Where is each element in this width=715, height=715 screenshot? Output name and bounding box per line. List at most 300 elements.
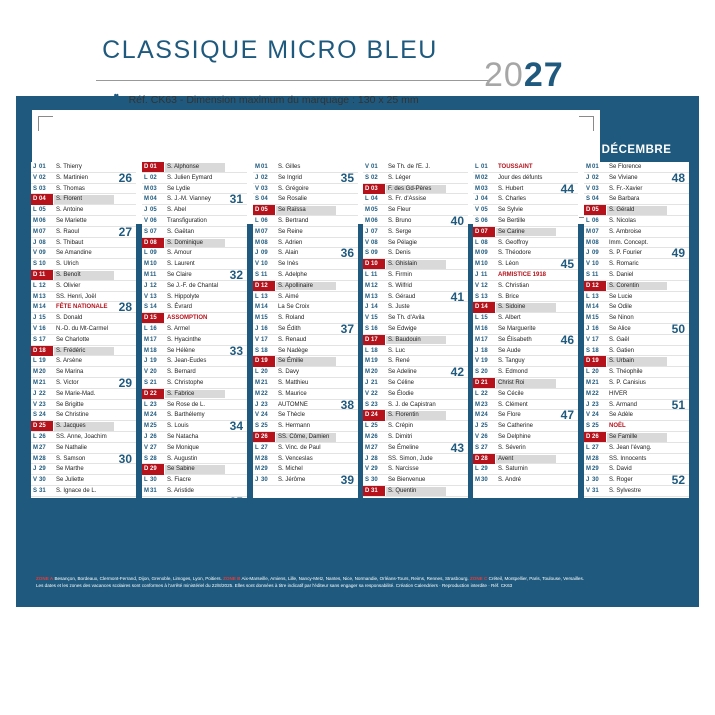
day-number: 18	[261, 347, 268, 354]
weekday-letter: V	[475, 434, 480, 440]
day-row	[584, 281, 689, 292]
month-days	[584, 162, 689, 498]
day-number: 10	[481, 261, 488, 268]
day-number: 30	[261, 477, 268, 484]
weekday-letter: S	[365, 326, 370, 332]
day-number: 10	[371, 261, 378, 268]
week-number: 30	[118, 451, 132, 466]
day-row	[253, 421, 358, 432]
saint-name: Se Marina	[56, 369, 84, 376]
day-row	[31, 335, 136, 346]
day-number: 29	[150, 466, 157, 473]
day-number: 28	[39, 455, 46, 462]
weekday-letter: S	[475, 293, 480, 300]
day-row	[142, 216, 247, 227]
day-number: 21	[371, 380, 378, 386]
corner-bracket	[579, 116, 594, 131]
saint-name: SS. Côme, Damien	[278, 434, 330, 440]
weekday-letter: L	[586, 218, 590, 224]
weekday-letter: M	[586, 455, 591, 462]
subtitle	[110, 91, 419, 108]
month-days	[363, 162, 468, 498]
day-number: 22	[592, 390, 599, 397]
weekday-letter: J	[365, 228, 369, 235]
day-row	[363, 410, 468, 421]
saint-name: ARMISTICE 1918	[498, 272, 547, 278]
zone-c: Créteil, Montpellier, Paris, Toulouse, Versailles.	[488, 576, 585, 581]
day-row	[31, 194, 136, 205]
weekday-letter: D	[365, 336, 370, 343]
day-row	[142, 281, 247, 292]
weekday-letter: S	[33, 412, 38, 419]
day-row	[363, 400, 468, 411]
day-number: 06	[261, 218, 268, 224]
day-number: 07	[150, 228, 157, 235]
weekday-letter: J	[144, 358, 148, 365]
weekday-letter: M	[475, 326, 480, 332]
day-number: 11	[261, 272, 268, 278]
day-number: 16	[39, 326, 46, 332]
saint-name: Imm. Concept.	[609, 239, 649, 246]
saint-name: S. Roland	[278, 315, 305, 322]
day-row	[31, 410, 136, 421]
day-number: 02	[592, 174, 599, 181]
weekday-letter: D	[144, 164, 149, 170]
day-row	[473, 270, 578, 281]
saint-name: S. Adelphe	[278, 272, 308, 278]
day-number: 03	[592, 185, 599, 192]
saint-name: Se Élodie	[388, 390, 414, 397]
weekday-letter: L	[365, 347, 369, 354]
saint-name: S. J.-M. Vianney	[167, 196, 211, 203]
saint-name: S. Donald	[56, 315, 83, 322]
day-row	[584, 335, 689, 346]
day-number: 29	[481, 466, 488, 473]
day-number: 24	[150, 412, 157, 419]
weekday-letter: D	[144, 466, 149, 473]
saint-name: Se Cécile	[498, 390, 524, 397]
day-number: 14	[592, 304, 599, 311]
day-row	[31, 400, 136, 411]
week-number: 47	[560, 408, 574, 423]
saint-name: S. Antoine	[56, 207, 84, 214]
day-row	[473, 378, 578, 389]
weekday-letter: M	[475, 412, 480, 419]
week-number: 51	[671, 397, 685, 412]
weekday-letter: S	[144, 380, 149, 386]
day-number: 01	[150, 164, 157, 170]
weekday-letter: J	[255, 326, 259, 332]
day-number: 18	[39, 347, 46, 354]
day-number: 30	[371, 477, 378, 484]
day-row	[363, 464, 468, 475]
day-number: 29	[592, 466, 599, 473]
weekday-letter: M	[33, 304, 38, 311]
month-name: NOVEMBRE	[490, 144, 561, 156]
day-row	[142, 454, 247, 465]
saint-name: S. Luc	[388, 347, 406, 354]
weekday-letter: V	[144, 218, 149, 224]
weekday-letter: L	[33, 358, 37, 365]
day-number: 23	[39, 401, 46, 408]
saint-name: S. Jean l'évang.	[609, 444, 652, 451]
saint-name: Se Th. d'Avila	[388, 315, 425, 322]
saint-name: S. Serge	[388, 228, 412, 235]
saint-name: Se Ninon	[609, 315, 634, 322]
week-number: 52	[671, 473, 685, 488]
day-number: 10	[150, 261, 157, 268]
day-number: 13	[371, 293, 378, 300]
day-number: 20	[592, 369, 599, 376]
saint-name: S. Christian	[498, 282, 530, 289]
saint-name: S. Fr. d'Assise	[388, 196, 427, 203]
day-number: 11	[592, 272, 599, 278]
day-number: 15	[39, 315, 46, 322]
zone-a: Besançon, Bordeaux, Clermont-Ferrand, Dijon, Grenoble, Limoges, Lyon, Poitiers.	[54, 576, 222, 581]
saint-name: Se Catherine	[498, 423, 534, 430]
weekday-letter: D	[365, 488, 370, 494]
day-row	[142, 389, 247, 400]
day-row	[142, 400, 247, 411]
saint-name: S. Gérald	[609, 207, 635, 214]
weekday-letter: L	[144, 326, 148, 332]
day-number: 22	[39, 390, 46, 397]
weekday-letter: V	[33, 250, 38, 257]
month-column	[253, 141, 358, 498]
saint-name: S. Matthieu	[278, 380, 309, 386]
saint-name: Se Bertille	[498, 218, 526, 224]
weekday-letter: V	[255, 261, 260, 268]
weekday-letter: V	[33, 477, 38, 484]
weekday-letter: D	[475, 304, 480, 311]
weekday-letter: M	[475, 250, 480, 257]
day-row	[584, 443, 689, 454]
month-column	[31, 141, 136, 498]
weekday-letter: D	[255, 282, 260, 289]
weekday-letter: S	[475, 444, 480, 451]
day-number: 13	[261, 293, 268, 300]
weekday-letter: M	[255, 164, 260, 170]
saint-name: Se Viviane	[609, 174, 638, 181]
day-number: 04	[371, 196, 378, 203]
weekday-letter: D	[255, 434, 260, 440]
weekday-letter: V	[33, 174, 38, 181]
saint-name: S. Dimitri	[388, 434, 413, 440]
day-number: 07	[371, 228, 378, 235]
day-number: 19	[592, 358, 599, 365]
weekday-letter: V	[365, 466, 370, 473]
weekday-letter: J	[365, 455, 369, 462]
saint-name: S. Séverin	[498, 444, 526, 451]
saint-name: Se Adeline	[388, 369, 417, 376]
saint-name: S. Victor	[56, 380, 79, 386]
day-number: 03	[371, 185, 378, 192]
saint-name: S. Brice	[498, 293, 520, 300]
month-days	[142, 162, 247, 509]
saint-name: Se Marthe	[56, 466, 84, 473]
weekday-letter: V	[365, 164, 370, 170]
day-row	[142, 302, 247, 313]
day-number: 29	[261, 466, 268, 473]
saint-name: S. Hermann	[278, 423, 311, 430]
weekday-letter: L	[255, 369, 259, 376]
weekday-letter: J	[586, 326, 590, 332]
day-number: 05	[481, 207, 488, 214]
weekday-letter: J	[144, 434, 148, 440]
saint-name: S. Sylvestre	[609, 488, 642, 494]
day-number: 20	[150, 369, 157, 376]
saint-name: Se Inès	[278, 261, 299, 268]
day-row	[31, 324, 136, 335]
weekday-letter: L	[475, 466, 479, 473]
day-number: 06	[150, 218, 157, 224]
saint-name: S. Nicolas	[609, 218, 637, 224]
day-number: 25	[592, 423, 599, 430]
day-number: 22	[150, 390, 157, 397]
zone-b: Aix-Marseille, Amiens, Lille, Nancy-Metz, Nantes, Nice, Normandie, Orléans-Tours, Reims, Rennes, Strasbourg.	[241, 576, 469, 581]
day-number: 05	[371, 207, 378, 214]
saint-name: S. Ghislain	[388, 261, 418, 268]
month-name: DÉCEMBRE	[601, 144, 672, 156]
day-row	[253, 227, 358, 238]
day-number: 28	[150, 455, 157, 462]
weekday-letter: D	[586, 434, 591, 440]
day-number: 20	[39, 369, 46, 376]
weekday-letter: D	[586, 358, 591, 365]
saint-name: S. Corentin	[609, 282, 640, 289]
day-number: 03	[39, 185, 46, 192]
weekday-letter: L	[33, 207, 37, 214]
day-row	[253, 184, 358, 195]
weekday-letter: M	[144, 347, 149, 354]
clover-icon: ☘	[110, 91, 123, 107]
day-number: 16	[261, 326, 268, 332]
day-number: 31	[150, 488, 157, 494]
day-number: 13	[592, 293, 599, 300]
weekday-letter: D	[33, 423, 38, 430]
saint-name: S. Laurent	[167, 261, 195, 268]
month-days	[31, 162, 136, 498]
saint-name: HIVER	[609, 390, 628, 397]
day-row	[253, 259, 358, 270]
week-number: 29	[118, 376, 132, 390]
day-number: 21	[39, 380, 46, 386]
weekday-letter: J	[255, 250, 259, 257]
weekday-letter: M	[586, 239, 591, 246]
day-number: 20	[481, 369, 488, 376]
day-number: 02	[39, 174, 46, 181]
weekday-letter: D	[475, 380, 480, 386]
saint-name: S. Narcisse	[388, 466, 419, 473]
weekday-letter: D	[475, 455, 480, 462]
day-number: 15	[150, 315, 157, 322]
weekday-letter: M	[33, 380, 38, 386]
day-number: 26	[150, 434, 157, 440]
day-number: 07	[481, 228, 488, 235]
weekday-letter: S	[144, 304, 149, 311]
weekday-letter: M	[33, 444, 38, 451]
day-number: 28	[261, 455, 268, 462]
day-row	[584, 410, 689, 421]
weekday-letter: V	[255, 412, 260, 419]
day-row	[31, 270, 136, 281]
saint-name: S. Bruno	[388, 218, 412, 224]
saint-name: Se Aude	[498, 347, 521, 354]
day-number: 18	[150, 347, 157, 354]
saint-name: S. Fiacre	[167, 477, 192, 484]
weekday-letter: M	[33, 218, 38, 224]
month-days	[473, 162, 578, 498]
saint-name: Se Adèle	[609, 412, 634, 419]
saint-name: La Se Croix	[278, 304, 310, 311]
saint-name: S. Juste	[388, 304, 410, 311]
saint-name: S. Théodore	[498, 250, 531, 257]
saint-name: Se Lucie	[609, 293, 633, 300]
weekday-letter: S	[33, 488, 38, 494]
zone-b-label: ZONE B	[223, 576, 241, 581]
day-number: 13	[39, 293, 46, 300]
saint-name: S. Grégoire	[278, 185, 309, 192]
day-number: 04	[592, 196, 599, 203]
weekday-letter: J	[475, 423, 479, 430]
weekday-letter: J	[33, 239, 37, 246]
saint-name: Se Claire	[167, 272, 192, 278]
week-number: 43	[450, 440, 464, 455]
week-number: 42	[450, 365, 464, 380]
day-row	[31, 205, 136, 216]
day-number: 21	[150, 380, 157, 386]
weekday-letter: M	[475, 185, 480, 192]
saint-name: Se Rose de L.	[167, 401, 206, 408]
saint-name: Se Ingrid	[278, 174, 303, 181]
saint-name: SS. Innocents	[609, 455, 647, 462]
month-name: OCTOBRE	[385, 144, 446, 156]
saint-name: S. Arsène	[56, 358, 83, 365]
weekday-letter: J	[33, 164, 37, 170]
day-row	[253, 205, 358, 216]
saint-name: Se Barbara	[609, 196, 640, 203]
saint-name: S. P. Canisius	[609, 380, 646, 386]
day-row	[142, 205, 247, 216]
day-number: 13	[481, 293, 488, 300]
day-row	[253, 194, 358, 205]
saint-name: S. Davy	[278, 369, 300, 376]
day-number: 14	[371, 304, 378, 311]
day-number: 26	[481, 434, 488, 440]
day-number: 26	[371, 434, 378, 440]
week-number: 33	[229, 343, 243, 358]
week-number: 35	[340, 170, 354, 185]
day-row	[584, 356, 689, 367]
day-row	[473, 356, 578, 367]
day-row	[31, 356, 136, 367]
weekday-letter: M	[33, 455, 38, 462]
saint-name: S. Abel	[167, 207, 187, 214]
weekday-letter: S	[586, 347, 591, 354]
weekday-letter: D	[475, 228, 480, 235]
weekday-letter: V	[586, 336, 591, 343]
day-row	[363, 238, 468, 249]
day-number: 25	[371, 423, 378, 430]
day-row	[31, 389, 136, 400]
day-row	[363, 162, 468, 173]
weekday-letter: V	[255, 185, 260, 192]
day-row	[584, 346, 689, 357]
day-row	[142, 475, 247, 486]
day-number: 16	[150, 326, 157, 332]
day-number: 23	[150, 401, 157, 408]
day-row	[584, 270, 689, 281]
weekday-letter: M	[33, 293, 38, 300]
week-number: 50	[671, 322, 685, 336]
saint-name: S. Fr.-Xavier	[609, 185, 643, 192]
month-column	[363, 141, 468, 498]
saint-name: S. Tanguy	[498, 358, 525, 365]
weekday-letter: S	[144, 228, 149, 235]
saint-name: S. Jacques	[56, 423, 86, 430]
weekday-letter: S	[33, 185, 38, 192]
day-number: 24	[371, 412, 378, 419]
saint-name: S. Urbain	[609, 358, 635, 365]
day-number: 16	[592, 326, 599, 332]
day-number: 19	[150, 358, 157, 365]
zone-a-label: ZONE A	[36, 576, 54, 581]
footer-credit: Création Calendriers · Reproduction interdite · Réf. CK63	[395, 583, 513, 588]
day-number: 07	[39, 228, 46, 235]
subtitle-text: Réf. CK63 - Dimension maximum du marquage : 130 x 25 mm	[128, 94, 419, 106]
day-row	[584, 292, 689, 303]
month-column	[142, 141, 247, 509]
day-number: 28	[371, 455, 378, 462]
weekday-letter: V	[144, 293, 149, 300]
week-number: 39	[340, 473, 354, 488]
saint-name: S. Florent	[56, 196, 83, 203]
day-number: 14	[261, 304, 268, 311]
weekday-letter: J	[255, 477, 259, 484]
saint-name: Se Amandine	[56, 250, 92, 257]
weekday-letter: M	[255, 466, 260, 473]
day-number: 09	[371, 250, 378, 257]
weekday-letter: D	[144, 390, 149, 397]
day-row	[363, 270, 468, 281]
day-row	[31, 238, 136, 249]
saint-name: S. Bertrand	[278, 218, 309, 224]
weekday-letter: V	[33, 326, 38, 332]
day-row	[363, 302, 468, 313]
saint-name: Se Raïssa	[278, 207, 306, 214]
weekday-letter: M	[586, 315, 591, 322]
saint-name: Se Th. de l'E. J.	[388, 164, 431, 170]
day-row	[363, 475, 468, 486]
day-number: 31	[39, 488, 46, 494]
day-number: 09	[261, 250, 268, 257]
day-row	[584, 432, 689, 443]
saint-name: Se Céline	[388, 380, 415, 386]
saint-name: N.-D. du Mt-Carmel	[56, 326, 109, 332]
saint-name: S. Geoffroy	[498, 239, 529, 246]
day-number: 15	[371, 315, 378, 322]
day-row	[363, 248, 468, 259]
week-number: 31	[229, 192, 243, 207]
weekday-letter: M	[255, 390, 260, 397]
day-number: 06	[592, 218, 599, 224]
day-number: 31	[592, 488, 599, 494]
weekday-letter: M	[365, 207, 370, 214]
saint-name: Se Monique	[167, 444, 200, 451]
day-number: 10	[592, 261, 599, 268]
saint-name: NOËL	[609, 423, 626, 430]
weekday-letter: J	[144, 282, 148, 289]
